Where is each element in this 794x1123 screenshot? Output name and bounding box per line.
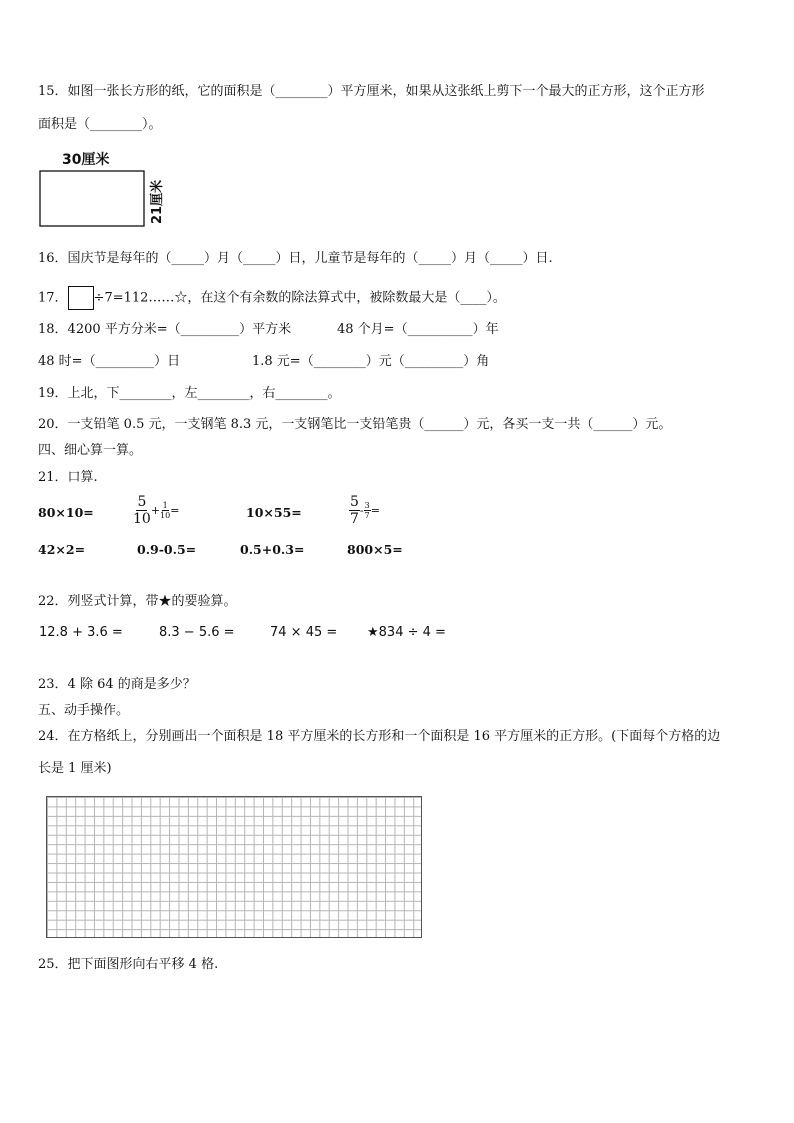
q22-item-4: ★834 ÷ 4 = xyxy=(367,625,446,640)
q18-item-d: 1.8 元=（________）元（_________）角 xyxy=(252,354,490,369)
q18-item-c: 48 时=（_________）日 xyxy=(38,354,181,369)
q21-item-4: $\frac{5}{7}$ - $\frac{3}{7}$ = xyxy=(350,494,380,528)
rectangle-figure xyxy=(38,150,170,230)
q21-item-2: $\frac{5}{10}$ + $\frac{1}{10}$ = xyxy=(133,494,180,528)
q18-item-b: 48 个月=（__________）年 xyxy=(337,322,499,337)
q15-line2: 面积是（________）。 xyxy=(38,117,162,132)
q22-item-3: 74 × 45 = xyxy=(270,625,338,640)
q22-title: 22．列竖式计算，带★的要验算。 xyxy=(38,594,237,609)
q22-item-1: 12.8 + 3.6 = xyxy=(39,625,123,640)
q21-item-7: 0.5+0.3= xyxy=(240,542,305,557)
q21-item-3: 10×55= xyxy=(246,505,302,520)
rectangle-width-label: 30厘米 xyxy=(62,152,110,168)
rectangle-height-label: 21厘米 xyxy=(150,179,165,224)
q17-number: 17． xyxy=(38,290,68,306)
fraction-2: $\frac{1}{10}$ xyxy=(160,500,171,521)
q25-line: 25．把下面图形向右平移 4 格. xyxy=(38,957,219,972)
q19-line: 19．上北，下________，左________，右________。 xyxy=(38,386,341,401)
q24-line2: 长是 1 厘米) xyxy=(38,761,112,776)
fraction-3: $\frac{5}{7}$ xyxy=(350,494,359,528)
q15-line1: 15．如图一张长方形的纸，它的面积是（________）平方厘米，如果从这张纸上剪下一个最大的正方形，这个正方形 xyxy=(38,84,705,99)
fraction-4: $\frac{3}{7}$ xyxy=(364,500,370,521)
q22-item-2: 8.3 − 5.6 = xyxy=(159,625,235,640)
section4-title: 四、细心算一算。 xyxy=(38,443,143,458)
section5-title: 五、动手操作。 xyxy=(38,703,130,718)
q21-item-6: 0.9-0.5= xyxy=(137,542,197,557)
q20-line: 20．一支铅笔 0.5 元，一支钢笔 8.3 元，一支钢笔比一支铅笔贵（______）元，各买一支一共（______）元。 xyxy=(38,417,672,432)
q21-title: 21．口算. xyxy=(38,470,98,485)
q21-item-5: 42×2= xyxy=(38,542,86,557)
fraction-1: $\frac{5}{10}$ xyxy=(133,494,151,528)
q21-item-1: 80×10= xyxy=(38,505,94,520)
dividend-box[interactable] xyxy=(68,286,94,310)
q17-text: ÷7=112……☆，在这个有余数的除法算式中，被除数最大是（____）。 xyxy=(93,290,506,306)
q18-item-a: 18．4200 平方分米=（_________）平方米 xyxy=(38,322,292,337)
q16-line: 16．国庆节是每年的（_____）月（_____）日，儿童节是每年的（_____）月（_____）日. xyxy=(38,251,553,266)
q17-line xyxy=(38,286,506,310)
q24-line1: 24．在方格纸上，分别画出一个面积是 18 平方厘米的长方形和一个面积是 16 平方厘米的正方形。(下面每个方格的边 xyxy=(38,729,721,744)
q23-line: 23．4 除 64 的商是多少？ xyxy=(38,677,196,692)
rectangle-shape xyxy=(40,171,144,226)
q21-item-8: 800×5= xyxy=(347,542,403,557)
grid-paper[interactable] xyxy=(46,796,422,938)
